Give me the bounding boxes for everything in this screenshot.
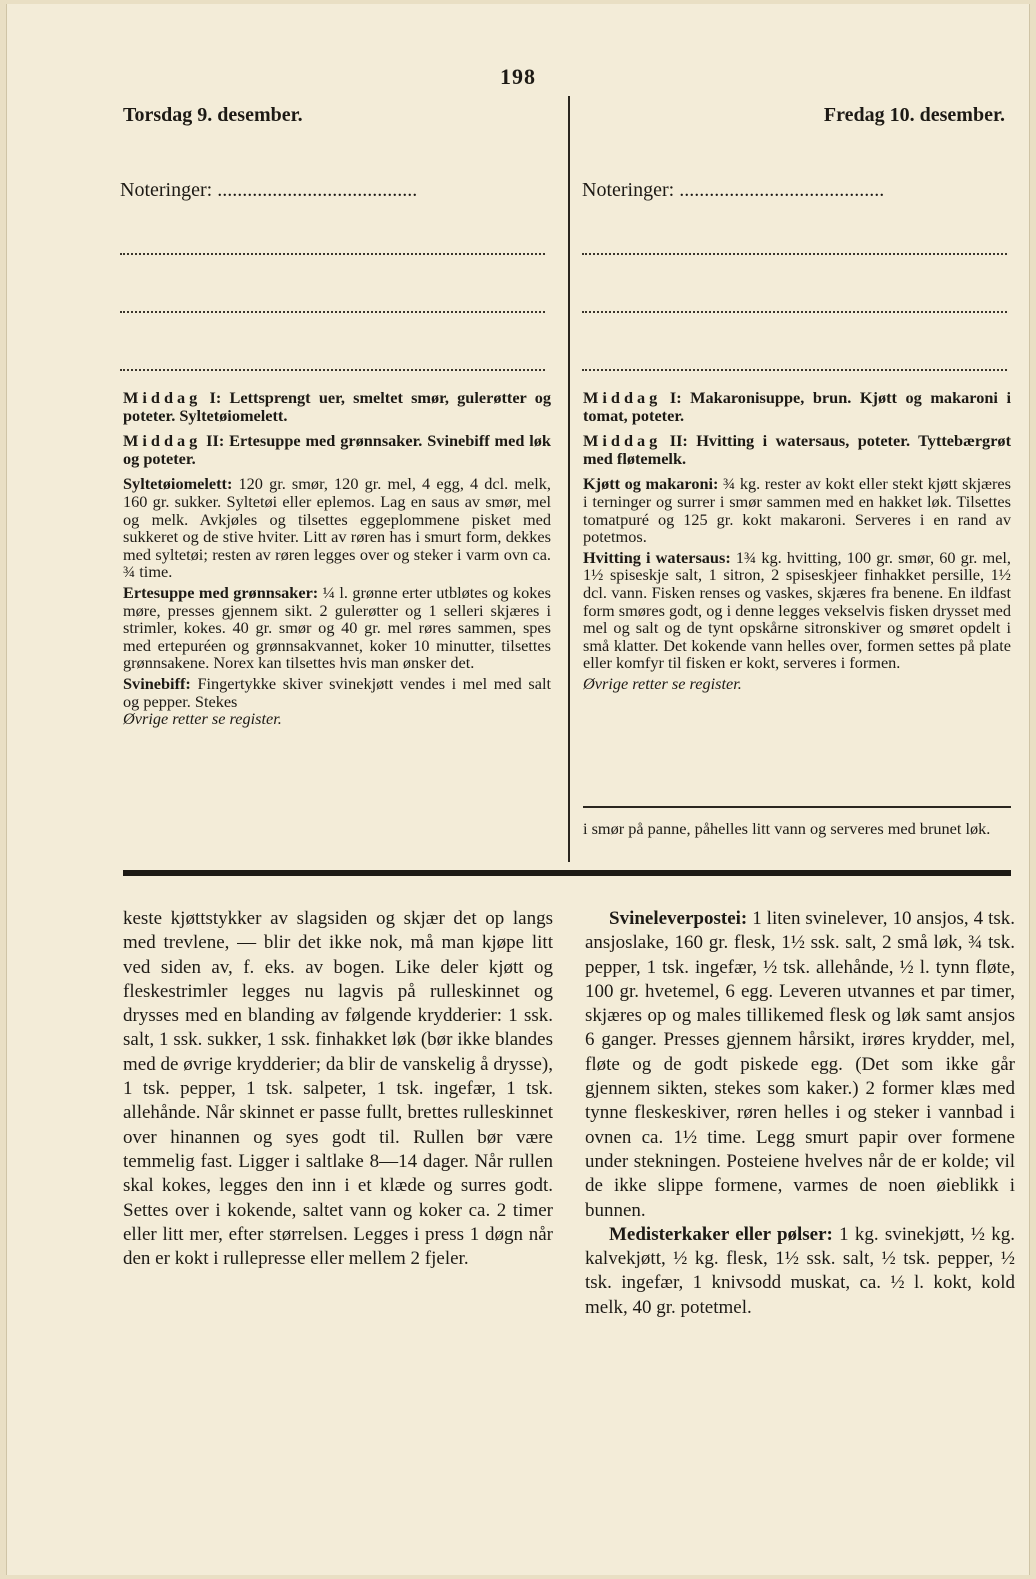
right-menu-2: Middag II: Hvitting i watersaus, poteter. Tyttebærgrøt med fløtemelk. — [583, 431, 1011, 468]
thick-separator-bar — [123, 870, 1011, 876]
right-notes-line[interactable] — [582, 291, 1007, 313]
left-menu-2: Middag II: Ertesuppe med grønnsaker. Svinebiff med løk og poteter. — [123, 431, 551, 468]
book-page — [6, 4, 1030, 1575]
recipe-syltetoiomelett: Syltetøiomelett: 120 gr. smør, 120 gr. mel, 4 egg, 4 dcl. melk, 160 gr. sukker. Syltetøi eller eplemos. Lag en saus av smør, mel og melk. Avkjøles og tilsettes eggeplommene pisket med sukkeret og de stive hviter. Litt av røren has i smurt form, dekkes med syltetøi; resten av røren legges over og steker i varm ovn ca. ¾ time. — [123, 474, 551, 582]
right-notes-line[interactable] — [582, 233, 1007, 255]
recipe-svineleverpostei: Svineleverpostei: 1 liten svinelever, 10 ansjos, 4 tsk. ansjoslake, 160 gr. flesk, 1½ ssk. salt, 2 små løk, ¾ tsk. pepper, 1 tsk. ingefær, ½ tsk. allehånde, ½ l. tynn fløte, 100 gr. hvetemel, 6 egg. Leveren utvannes et par timer, skjæres op og males tillikemed flesk og løk samt ansjos 6 ganger. Presses gjennem hårsikt, irøres krydder, mel, fløte og de godt piskede egg. (Det som ikke går gjennem sikten, stekes som kaker.) 2 former klæs med tynne fleskeskiver, røren helles i og steker i vannbad i ovnen ca. 1½ time. Legg smurt papir over formene under stekningen. Posteiene hvelves når de er kolde; vil de ikke slippe formene, varmes de noen øieblikk i bunnen. — [585, 908, 1015, 1221]
right-notes-section — [582, 179, 1007, 371]
svinebiff-continuation: i smør på panne, påhelles litt vann og serveres med brunet løk. — [583, 819, 991, 838]
right-notes-line[interactable] — [582, 349, 1007, 371]
left-notes-section — [120, 179, 545, 371]
left-notes-line[interactable] — [120, 291, 545, 313]
rullepolse-text: keste kjøttstykker av slagsiden og skjær det op langs med trevlene, — blir det ikke nok, må man kjøpe litt ved siden av, f. eks. av bogen. Like deler kjøtt og fleskestrimler legges nu lagvis på rulleskinnet og drysses med en blanding av følgende krydderier: 1 ssk. salt, 1 ssk. sukker, 1 ssk. finhakket løk (bør ikke blandes med de øvrige krydderier; da blir de vanskelig å drysse), 1 tsk. pepper, 1 tsk. salpeter, 1 tsk. ingefær, 1 tsk. allehånde. Når skinnet er passe fullt, brettes rulleskinnet over hinannen og syes godt til. Rullen bør være temmelig fast. Ligger i saltlake 8—14 dager. Når rullen skal kokes, legges den inn i et klæde og surres godt. Settes over i kokende, saltet vann og koker ca. 2 timer eller litt mer, efter størrelsen. Legges i press 1 døgn når den er kokt i rullepresse eller mellem 2 fjeler. — [123, 908, 553, 1270]
right-footer-note: Øvrige retter se register. — [583, 673, 742, 693]
left-menu-column — [123, 389, 551, 731]
right-menu-1: Middag I: Makaronisuppe, brun. Kjøtt og makaroni i tomat, poteter. — [583, 388, 1011, 425]
recipe-ertesuppe: Ertesuppe med grønnsaker: ¼ l. grønne erter utbløtes og kokes møre, presses gjennem sikt. 2 gulerøtter og 1 selleri skjæres i strimler, kokes. 40 gr. smør og 40 gr. mel røres sammen, spes med ertepuréen og grønnsakvannet, koker 10 minutter, tilsettes grønnsakene. Norex kan tilsettes hvis man ønsker det. — [123, 582, 551, 673]
short-separator — [583, 806, 1011, 808]
page-number: 198 — [500, 64, 536, 89]
left-day-heading: Torsdag 9. desember. — [123, 104, 303, 126]
recipe-hvitting: Hvitting i watersaus: 1¾ kg. hvitting, 100 gr. smør, 60 gr. mel, 1½ spiseskje salt, 1 sitron, 2 spiseskjeer finhakket persille, 1½ dcl. vann. Fisken renses og vaskes, skjæres fra benene. En ildfast form smøres godt, og i denne legges vekselvis fisken drysset med mel og salt og de tynt opskårne sitronskiver og smøret opdelt i små klatter. Det kokende vann helles over, formen settes på plate eller komfyr til fisken er kokt, serveres i formen. — [583, 547, 1011, 673]
left-notes-label: Noteringer: ........................................ — [120, 179, 418, 201]
right-menu-column — [583, 389, 1011, 696]
recipe-medisterkaker: Medisterkaker eller pølser: 1 kg. svinekjøtt, ½ kg. kalvekjøtt, ½ kg. flesk, 1½ ssk. salt, ½ tsk. pepper, ½ tsk. ingefær, 1 knivsodd muskat, ca. ½ l. kokt, kold melk, 40 gr. potetmel. — [585, 1223, 1015, 1318]
left-notes-line[interactable] — [120, 349, 545, 371]
left-menu-1: Middag I: Lettsprengt uer, smeltet smør, gulerøtter og poteter. Syltetøiomelett. — [123, 388, 551, 425]
lower-left-column — [123, 907, 553, 1271]
left-footer-note: Øvrige retter se register. — [123, 709, 282, 729]
lower-right-column — [585, 907, 1015, 1320]
column-divider — [568, 96, 570, 862]
recipe-kjott-og-makaroni: Kjøtt og makaroni: ¾ kg. rester av kokt eller stekt kjøtt skjæres i terninger og surrer i smør sammen med en hakket løk. Tilsettes tomatpuré og 125 gr. kokt makaroni. Serveres i en rand av potetmos. — [583, 474, 1011, 547]
right-notes-label: Noteringer: ......................................... — [582, 179, 885, 201]
left-notes-line[interactable] — [120, 233, 545, 255]
right-day-heading: Fredag 10. desember. — [823, 104, 1005, 126]
recipe-svinebiff: Svinebiff: Fingertykke skiver svinekjøtt vendes i mel med salt og pepper. Stekes — [123, 673, 551, 711]
